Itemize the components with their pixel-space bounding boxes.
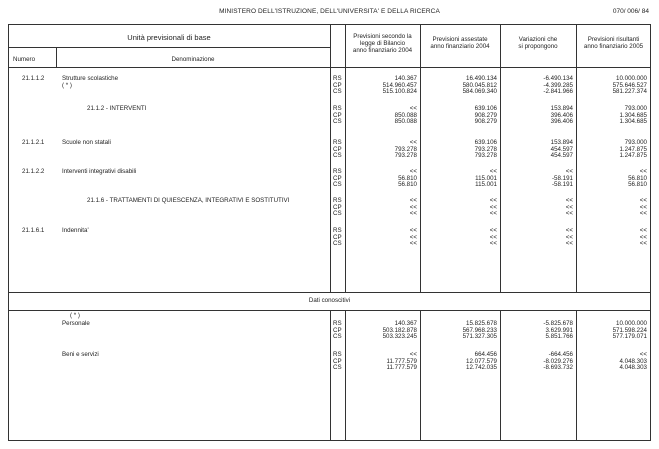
amount-cell: 12.742.035: [466, 364, 497, 371]
amount-cell: -5.825.678: [543, 320, 573, 327]
footnote-mark: ( * ): [70, 312, 80, 319]
amount-cell: <<: [639, 240, 647, 247]
row-label: Strutture scolastiche: [62, 75, 119, 82]
row-number: 21.1.2.2: [22, 168, 45, 175]
row-code: CS: [333, 181, 342, 188]
amount-cell: 56.810: [398, 174, 417, 182]
amount-cell: <<: [489, 197, 497, 204]
row-code: RS: [333, 320, 342, 327]
amount-cell: 850.088: [394, 118, 417, 125]
amount-cell: <<: [489, 240, 497, 247]
dati-col2-divider: [420, 310, 421, 441]
row-code: RS: [333, 168, 342, 175]
dati-col1-divider: [345, 310, 346, 441]
amount-cell: -4.399.285: [543, 81, 573, 89]
amount-cell: 515.100.824: [382, 88, 417, 95]
row-number: 21.1.6.1: [22, 227, 45, 234]
row-code: CP: [333, 174, 342, 182]
codes-divider: [330, 24, 331, 292]
amount-cell: 908.279: [474, 111, 497, 119]
amount-cell: 1.247.875: [619, 145, 647, 153]
row-label: 21.1.6 - TRATTAMENTI DI QUIESCENZA, INTEGRATIVI E SOSTITUTIVI: [87, 197, 290, 204]
page-code: 070/ 006/ 84: [612, 8, 649, 15]
amount-cell: 503.323.245: [382, 333, 417, 340]
amount-cell: <<: [639, 197, 647, 204]
amount-cell: <<: [639, 351, 647, 358]
amount-cell: -6.490.134: [543, 75, 573, 82]
amount-cell: <<: [565, 210, 573, 217]
amount-cell: <<: [409, 105, 417, 112]
amount-cell: 11.777.579: [386, 364, 417, 371]
amount-cell: 793.278: [474, 152, 497, 159]
row-label: Indennita': [62, 227, 89, 234]
row-label: ( * ): [62, 81, 72, 89]
amount-cell: -58.191: [552, 174, 573, 182]
amount-cell: -8.029.276: [543, 357, 573, 365]
ministry-title: MINISTERO DELL'ISTRUZIONE, DELL'UNIVERSITA' E DELLA RICERCA: [219, 8, 440, 15]
row-code: RS: [333, 197, 342, 204]
numero-header: Numero: [13, 56, 36, 63]
amount-cell: 11.777.579: [386, 357, 417, 365]
amount-cell: <<: [565, 168, 573, 175]
row-label: Scuole non statali: [62, 139, 111, 146]
amount-cell: 664.456: [474, 351, 497, 358]
row-label: Beni e servizi: [62, 351, 99, 358]
amount-cell: 4.048.303: [619, 357, 647, 365]
amount-cell: 1.247.875: [619, 152, 647, 159]
amount-cell: 908.279: [474, 118, 497, 125]
amount-cell: 793.000: [624, 105, 647, 112]
section-top-line: [8, 292, 651, 293]
row-code: CS: [333, 118, 342, 125]
amount-cell: <<: [489, 233, 497, 241]
col4-header: Previsioni risultanti anno finanziario 2005: [583, 36, 644, 50]
amount-cell: <<: [409, 351, 417, 358]
group-header: Unità previsionali di base: [127, 33, 211, 42]
amount-cell: 115.001: [475, 181, 497, 188]
amount-cell: 396.406: [550, 111, 573, 119]
amount-cell: 793.000: [624, 139, 647, 146]
amount-cell: 577.179.071: [612, 333, 647, 340]
amount-cell: 140.367: [394, 75, 417, 82]
amount-cell: 153.894: [550, 139, 573, 146]
header-bottom-line: [8, 67, 651, 68]
row-code: CP: [333, 145, 342, 153]
amount-cell: 584.069.340: [462, 88, 497, 95]
amount-cell: 567.968.233: [462, 326, 497, 334]
amount-cell: <<: [409, 240, 417, 247]
col3-divider: [500, 24, 501, 292]
amount-cell: <<: [489, 210, 497, 217]
amount-cell: 10.000.000: [616, 320, 647, 327]
amount-cell: <<: [565, 197, 573, 204]
amount-cell: 15.825.678: [466, 320, 497, 327]
row-code: CS: [333, 333, 342, 340]
row-code: RS: [333, 139, 342, 146]
amount-cell: <<: [409, 197, 417, 204]
amount-cell: 571.598.224: [612, 326, 647, 334]
amount-cell: -58.191: [552, 181, 573, 188]
amount-cell: <<: [409, 168, 417, 175]
section-bottom-line: [8, 310, 651, 311]
row-code: CP: [333, 203, 342, 211]
amount-cell: -2.841.966: [543, 88, 573, 95]
row-code: RS: [333, 351, 342, 358]
amount-cell: 56.810: [398, 181, 417, 188]
amount-cell: <<: [489, 203, 497, 211]
amount-cell: 793.278: [394, 145, 417, 153]
amount-cell: 639.106: [474, 105, 497, 112]
amount-cell: 503.182.878: [382, 326, 417, 334]
amount-cell: <<: [565, 233, 573, 241]
amount-cell: <<: [489, 168, 497, 175]
amount-cell: <<: [409, 233, 417, 241]
amount-cell: 16.490.134: [466, 75, 497, 82]
row-code: CP: [333, 357, 342, 365]
amount-cell: <<: [409, 227, 417, 234]
group-header-line: [8, 47, 330, 48]
amount-cell: 571.327.305: [462, 333, 497, 340]
amount-cell: 454.597: [550, 152, 573, 159]
row-number: 21.1.1.2: [22, 75, 45, 82]
amount-cell: 850.088: [394, 111, 417, 119]
amount-cell: 1.304.685: [619, 111, 647, 119]
row-code: CS: [333, 152, 342, 159]
amount-cell: 4.048.303: [619, 364, 647, 371]
amount-cell: 5.851.766: [545, 333, 573, 340]
row-code: CP: [333, 233, 342, 241]
amount-cell: 56.810: [628, 174, 647, 182]
col2-divider: [420, 24, 421, 292]
amount-cell: -8.693.732: [543, 364, 573, 371]
dati-codes-divider: [330, 310, 331, 441]
amount-cell: 454.597: [550, 145, 573, 153]
row-code: CS: [333, 88, 342, 95]
row-code: CP: [333, 81, 342, 89]
dati-col3-divider: [500, 310, 501, 441]
row-label: Interventi integrativi disabili: [62, 168, 137, 175]
amount-cell: 10.000.000: [616, 75, 647, 82]
col3-header: Variazioni che si propongono: [518, 36, 558, 50]
amount-cell: <<: [409, 139, 417, 146]
amount-cell: 575.646.527: [612, 81, 647, 89]
amount-cell: <<: [639, 210, 647, 217]
col2-header: Previsioni assestate anno finanziario 2004: [430, 36, 490, 50]
amount-cell: 514.960.457: [382, 81, 417, 89]
row-code: RS: [333, 227, 342, 234]
amount-cell: 115.001: [475, 174, 497, 182]
amount-cell: <<: [639, 227, 647, 234]
amount-cell: 639.106: [474, 139, 497, 146]
amount-cell: 153.894: [550, 105, 573, 112]
row-code: CP: [333, 326, 342, 334]
amount-cell: <<: [489, 227, 497, 234]
row-code: CS: [333, 210, 342, 217]
row-label: Personale: [62, 320, 90, 327]
row-code: CS: [333, 240, 342, 247]
amount-cell: -664.456: [548, 351, 573, 358]
amount-cell: <<: [565, 203, 573, 211]
row-code: CS: [333, 364, 342, 371]
row-code: RS: [333, 75, 342, 82]
row-label: 21.1.2 - INTERVENTI: [87, 105, 147, 112]
amount-cell: 581.227.374: [612, 88, 647, 95]
amount-cell: <<: [565, 227, 573, 234]
amount-cell: 580.045.812: [462, 81, 497, 89]
denominazione-header: Denominazione: [171, 56, 215, 63]
row-code: CP: [333, 111, 342, 119]
section-title: Dati conoscitivi: [308, 297, 351, 304]
col1-header: Previsioni secondo la legge di Bilancio anno finanziario 2004: [352, 33, 413, 54]
amount-cell: 12.077.579: [466, 357, 497, 365]
amount-cell: <<: [639, 203, 647, 211]
amount-cell: <<: [409, 203, 417, 211]
col1-divider: [345, 24, 346, 292]
amount-cell: <<: [639, 168, 647, 175]
amount-cell: <<: [639, 233, 647, 241]
amount-cell: 793.278: [474, 145, 497, 153]
row-code: RS: [333, 105, 342, 112]
amount-cell: 793.278: [394, 152, 417, 159]
amount-cell: 140.367: [394, 320, 417, 327]
row-number: 21.1.2.1: [22, 139, 45, 146]
amount-cell: <<: [565, 240, 573, 247]
amount-cell: 396.406: [550, 118, 573, 125]
amount-cell: 3.629.991: [545, 326, 573, 334]
amount-cell: <<: [409, 210, 417, 217]
amount-cell: 56.810: [628, 181, 647, 188]
amount-cell: 1.304.685: [619, 118, 647, 125]
